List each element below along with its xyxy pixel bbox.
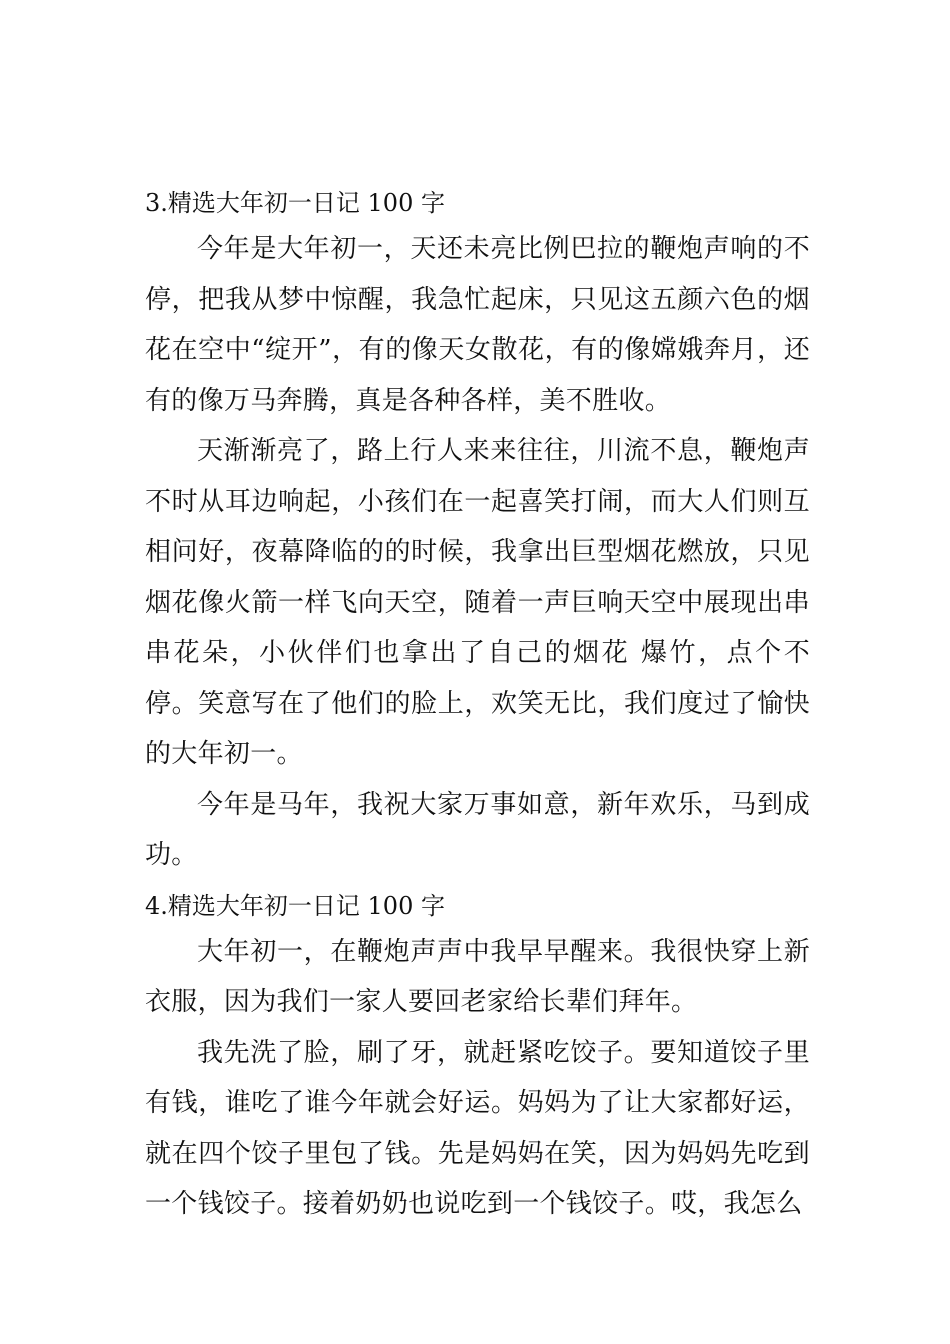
paragraph: 大年初一，在鞭炮声声中我早早醒来。我很快穿上新衣服，因为我们一家人要回老家给长辈们拜年。 [145, 936, 810, 1017]
paragraph: 天渐渐亮了，路上行人来来往往，川流不息，鞭炮声不时从耳边响起，小孩们在一起喜笑打闹，而大人们则互相问好，夜幕降临的的时候，我拿出巨型烟花燃放，只见烟花像火箭一样飞向天空，随着一声巨响天空中展现出串串花朵，小伙伴们也拿出了自己的烟花 爆竹，点个不停。笑意写在了他们的脸上，欢笑无比，我们度过了愉快的大年初一。 [145, 436, 810, 769]
section-heading: 3.精选大年初一日记 100 字 [145, 189, 445, 217]
document-body [145, 178, 810, 1230]
paragraph: 我先洗了脸，刷了牙，就赶紧吃饺子。要知道饺子里有钱，谁吃了谁今年就会好运。妈妈为了让大家都好运，就在四个饺子里包了钱。先是妈妈在笑，因为妈妈先吃到一个钱饺子。接着奶奶也说吃到一个钱饺子。哎，我怎么 [145, 1037, 810, 1219]
diary-section-4 [145, 885, 810, 1230]
section-heading: 4.精选大年初一日记 100 字 [145, 891, 445, 920]
diary-section-3 [145, 182, 810, 881]
paragraph: 今年是马年，我祝大家万事如意，新年欢乐，马到成功。 [145, 789, 810, 870]
paragraph: 今年是大年初一，天还未亮比例巴拉的鞭炮声响的不停，把我从梦中惊醒，我急忙起床，只见这五颜六色的烟花在空中“绽开”，有的像天女散花，有的像嫦娥奔月，还有的像万马奔腾，真是各种各样，美不胜收。 [145, 234, 810, 416]
